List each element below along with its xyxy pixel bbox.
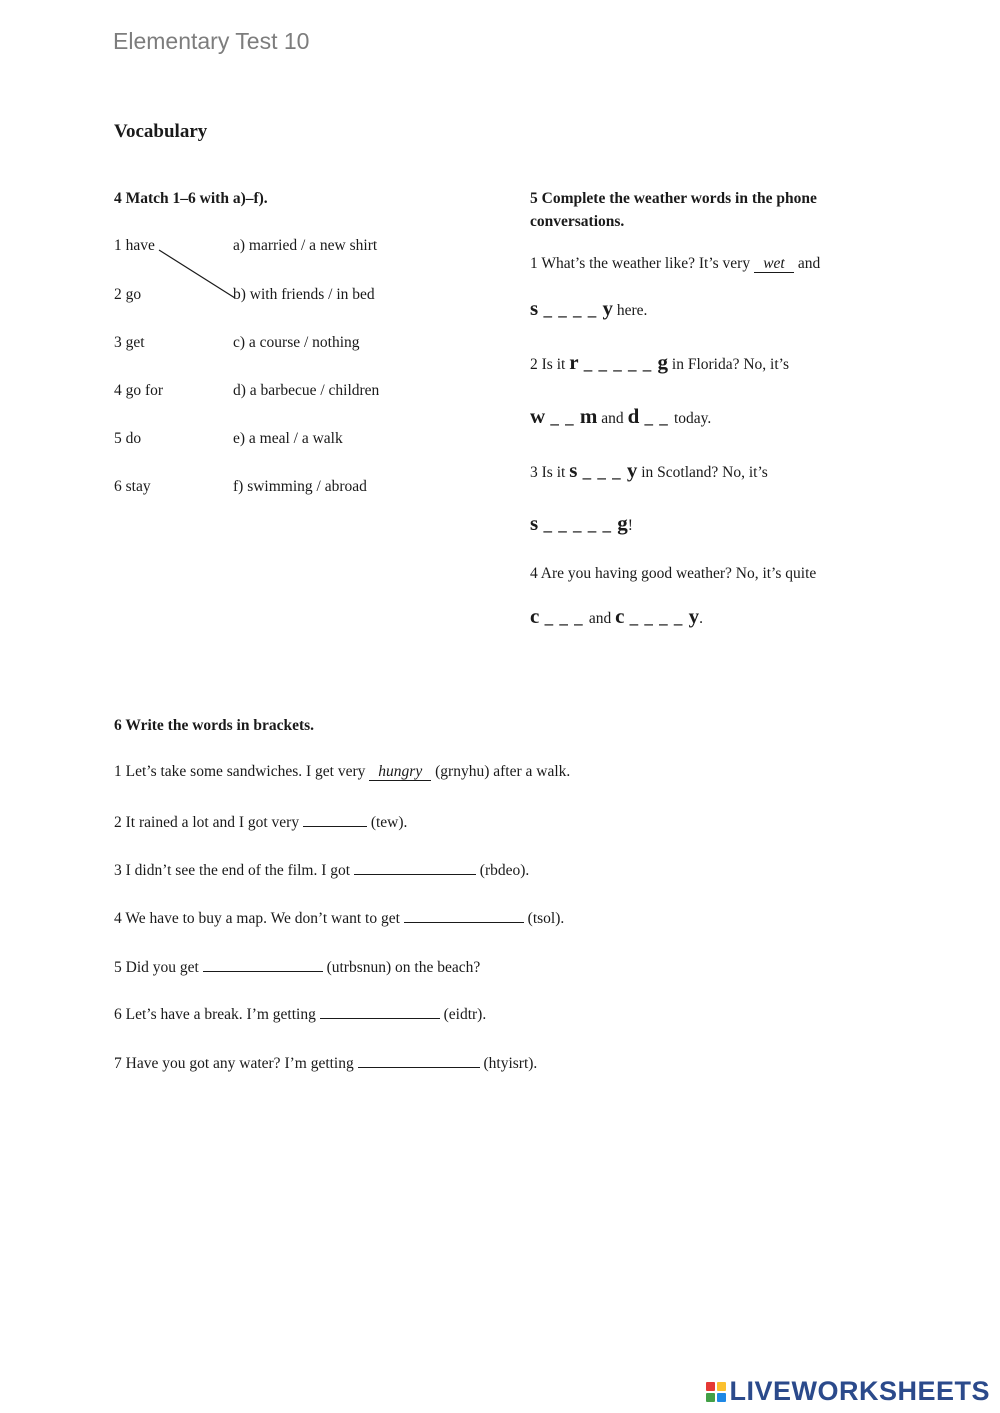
match-connector-line [0, 0, 1000, 600]
bracket-question-5: 5 Did you get (utrbsnun) on the beach? [114, 959, 481, 976]
match-left-item[interactable]: 4 go for [114, 382, 164, 399]
match-right-item[interactable]: b) with friends / in bed [233, 286, 375, 303]
bracket-question-7: 7 Have you got any water? I’m getting (htyisrt). [114, 1055, 538, 1072]
answer-field[interactable] [203, 957, 323, 972]
liveworksheets-logo[interactable] [706, 1376, 990, 1407]
weather-word-3[interactable]: s _ _ _ _ _ g! [530, 511, 633, 535]
exercise-6-title: 6 Write the words in brackets. [114, 717, 315, 734]
match-left-item[interactable]: 6 stay [114, 478, 151, 495]
match-right-item[interactable]: e) a meal / a walk [233, 430, 343, 447]
logo-block [706, 1382, 715, 1391]
weather-question-2[interactable]: 2 Is it r _ _ _ _ _ g in Florida? No, it’s [530, 350, 789, 374]
answer-field[interactable] [354, 860, 476, 875]
exercise-5-title-line2: conversations. [530, 213, 625, 230]
logo-blocks-icon [706, 1382, 726, 1402]
match-left-item[interactable]: 1 have [114, 237, 155, 254]
answer-field[interactable] [320, 1004, 440, 1019]
bracket-question-4: 4 We have to buy a map. We don’t want to get (tsol). [114, 910, 565, 927]
logo-block [706, 1393, 715, 1402]
answer-field[interactable] [303, 812, 367, 827]
bracket-question-6: 6 Let’s have a break. I’m getting (eidtr). [114, 1006, 487, 1023]
weather-question-3[interactable]: 3 Is it s _ _ _ y in Scotland? No, it’s [530, 458, 768, 482]
bracket-question-2: 2 It rained a lot and I got very (tew). [114, 814, 408, 831]
bracket-question-1: 1 Let’s take some sandwiches. I get very hungry (grnyhu) after a walk. [114, 763, 571, 780]
answer-field[interactable] [404, 908, 524, 923]
match-right-item[interactable]: a) married / a new shirt [233, 237, 378, 254]
weather-word-2[interactable]: w _ _ m and d _ _ today. [530, 404, 712, 428]
match-right-item[interactable]: f) swimming / abroad [233, 478, 367, 495]
logo-block [717, 1382, 726, 1391]
section-title: Vocabulary [114, 121, 208, 142]
answer-field[interactable]: hungry [369, 764, 431, 781]
weather-question-4: 4 Are you having good weather? No, it’s quite [530, 565, 817, 582]
answer-field[interactable]: wet [754, 256, 794, 273]
page-header-title: Elementary Test 10 [113, 28, 310, 54]
match-right-item[interactable]: d) a barbecue / children [233, 382, 380, 399]
answer-field[interactable] [358, 1053, 480, 1068]
match-right-item[interactable]: c) a course / nothing [233, 334, 360, 351]
logo-text: LIVEWORKSHEETS [729, 1376, 990, 1406]
logo-block [717, 1393, 726, 1402]
exercise-5-title-line1: 5 Complete the weather words in the phone [530, 190, 817, 207]
match-left-item[interactable]: 5 do [114, 430, 142, 447]
weather-word-1[interactable]: s _ _ _ _ y here. [530, 296, 648, 320]
weather-question-1: 1 What’s the weather like? It’s very wet and [530, 255, 821, 272]
exercise-4-title: 4 Match 1–6 with a)–f). [114, 190, 268, 207]
bracket-question-3: 3 I didn’t see the end of the film. I got (rbdeo). [114, 862, 530, 879]
match-left-item[interactable]: 3 get [114, 334, 145, 351]
match-left-item[interactable]: 2 go [114, 286, 142, 303]
weather-word-4[interactable]: c _ _ _ and c _ _ _ _ y. [530, 604, 704, 628]
